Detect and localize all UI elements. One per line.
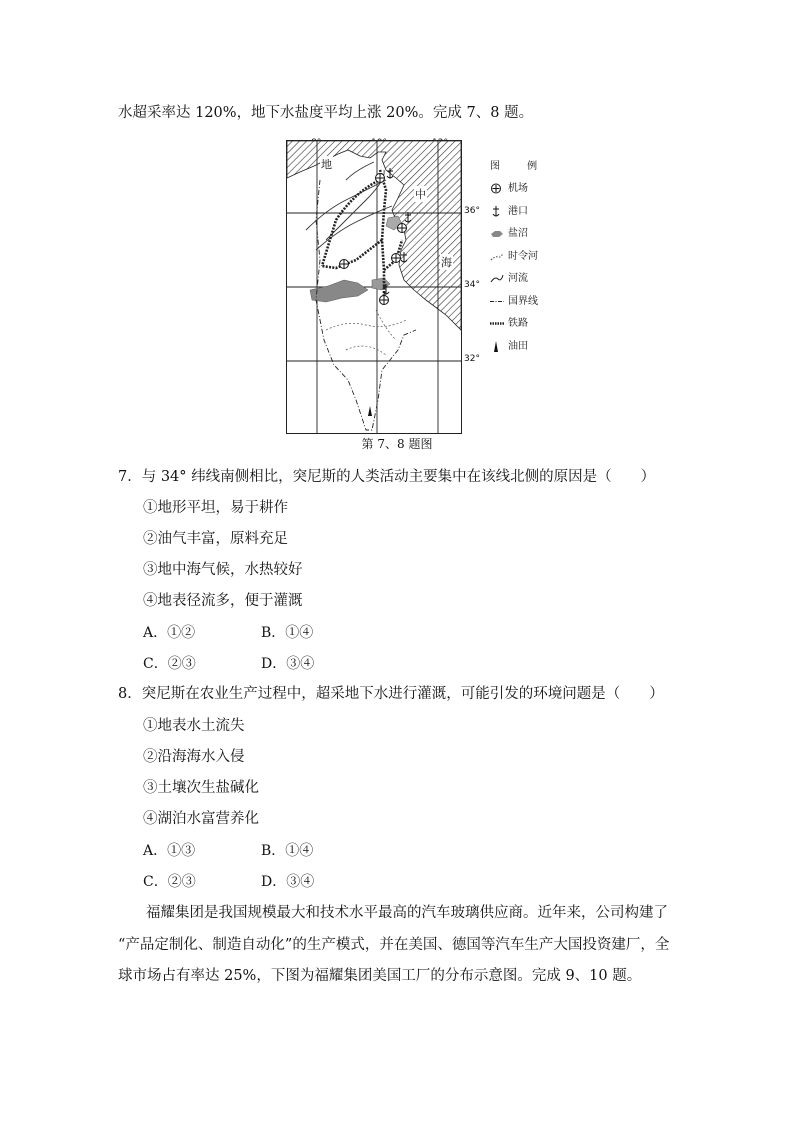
q7-choice-b[interactable]: B．①④ <box>261 625 314 641</box>
figure-caption: 第 7、8 题图 <box>361 437 433 451</box>
intro-text: 水超采率达 120%，地下水盐度平均上涨 20%。完成 7、8 题。 <box>118 105 534 121</box>
question-7-stem: 7．与 34° 纬线南侧相比，突尼斯的人类活动主要集中在该线北侧的原因是（ ） <box>118 469 656 485</box>
q8-choice-c[interactable]: C．②③ <box>143 874 196 890</box>
seasonal-river-icon <box>490 250 504 263</box>
q8-item-2: ②沿海海水入侵 <box>143 749 245 765</box>
q8-choice-b[interactable]: B．①④ <box>261 843 314 859</box>
lat-label-34: 34° <box>464 280 480 290</box>
q8-item-3: ③土壤次生盐碱化 <box>143 780 259 796</box>
sea-label-1: 地 <box>321 158 332 171</box>
legend-item-seasonal-river: 时令河 <box>490 250 549 263</box>
airport-icon <box>490 182 504 195</box>
question-8-stem: 8．突尼斯在农业生产过程中，超采地下水进行灌溉，可能引发的环境问题是（ ） <box>118 686 664 702</box>
port-icon <box>490 205 504 218</box>
passage-line-2: “产品定制化、制造自动化”的生产模式，并在美国、德国等汽车生产大国投资建厂，全 <box>118 937 670 953</box>
lat-label-36: 36° <box>464 206 480 216</box>
legend-item-river: 河流 <box>490 272 549 285</box>
q8-choice-d[interactable]: D．③④ <box>261 874 315 890</box>
q7-choice-a[interactable]: A．①② <box>143 625 196 641</box>
q7-choice-c[interactable]: C．②③ <box>143 656 196 672</box>
river-icon <box>490 272 504 285</box>
map-legend <box>490 160 549 362</box>
lat-label-32: 32° <box>464 354 480 364</box>
q7-item-3: ③地中海气候，水热较好 <box>143 562 303 578</box>
passage-line-3: 球市场占有率达 25%，下图为福耀集团美国工厂的分布示意图。完成 9、10 题。 <box>118 968 642 984</box>
q7-choice-d[interactable]: D．③④ <box>261 656 315 672</box>
q8-choice-a[interactable]: A．①③ <box>143 843 196 859</box>
tunisia-map <box>286 140 462 434</box>
q7-item-1: ①地形平坦，易于耕作 <box>143 500 288 516</box>
oilfield-icon <box>490 340 504 353</box>
q7-item-2: ②油气丰富，原料充足 <box>143 531 288 547</box>
sea-label-2: 中 <box>415 188 426 201</box>
legend-item-oilfield: 油田 <box>490 340 549 353</box>
legend-item-border: 国界线 <box>490 295 549 308</box>
salt-marsh-icon <box>490 227 504 240</box>
q8-item-4: ④湖泊水富营养化 <box>143 811 259 827</box>
q7-item-4: ④地表径流多，便于灌溉 <box>143 593 303 609</box>
railway-icon <box>490 317 504 330</box>
passage-line-1: 福耀集团是我国规模最大和技术水平最高的汽车玻璃供应商。近年来，公司构建了 <box>146 905 668 921</box>
legend-title: 图 例 <box>490 161 550 172</box>
legend-item-salt-marsh: 盐沼 <box>490 227 549 240</box>
legend-item-airport: 机场 <box>490 182 549 195</box>
sea-label-3: 海 <box>441 256 452 269</box>
legend-item-port: 港口 <box>490 205 549 218</box>
border-icon <box>490 295 504 308</box>
q8-item-1: ①地表水土流失 <box>143 718 245 734</box>
legend-item-railway: 铁路 <box>490 317 549 330</box>
